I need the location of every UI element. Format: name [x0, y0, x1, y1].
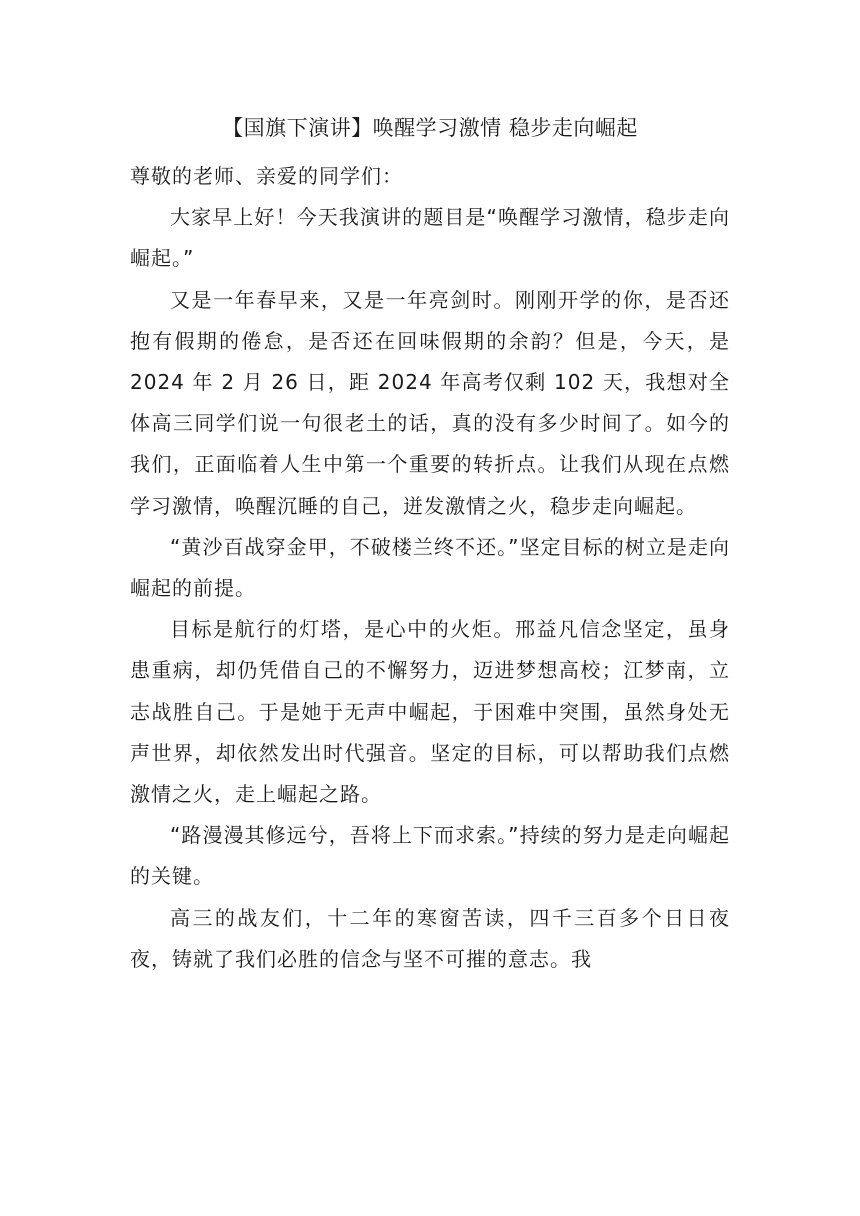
paragraph-3: “黄沙百战穿金甲，不破楼兰终不还。”坚定目标的树立是走向崛起的前提。: [130, 534, 730, 601]
paragraph-1: 大家早上好！今天我演讲的题目是“唤醒学习激情，稳步走向崛起。”: [130, 205, 730, 271]
paragraph-6: 高三的战友们，十二年的寒窗苦读，四千三百多个日日夜夜，铸就了我们必胜的信念与坚不可摧的意志。我: [130, 905, 730, 971]
paragraph-5: “路漫漫其修远兮，吾将上下而求索。”持续的努力是走向崛起的关键。: [130, 823, 730, 889]
document-page: [130, 100, 730, 980]
paragraph-4: 目标是航行的灯塔，是心中的火炬。邢益凡信念坚定，虽身患重病，却仍凭借自己的不懈努力，迈进梦想高校；江梦南，立志战胜自己。于是她于无声中崛起，于困难中突围，虽然身处无声世界，却依然发出时代强音。坚定的目标，可以帮助我们点燃激情之火，走上崛起之路。: [130, 617, 730, 807]
document-title: 【国旗下演讲】唤醒学习激情 稳步走向崛起: [222, 116, 638, 140]
paragraph-2: 又是一年春早来，又是一年亮剑时。刚刚开学的你，是否还抱有假期的倦怠，是否还在回味假期的余韵？但是，今天，是 2024 年 2 月 26 日，距 2024 年高考仅剩 102 天，我想对全体高三同学们说一句很老土的话，真的没有多少时间了。如今的我们，正面临着人生中第一个重要的转折点。让我们从现在点燃学习激情，唤醒沉睡的自己，迸发激情之火，稳步走向崛起。: [130, 287, 730, 518]
salutation: 尊敬的老师、亲爱的同学们：: [130, 164, 403, 188]
